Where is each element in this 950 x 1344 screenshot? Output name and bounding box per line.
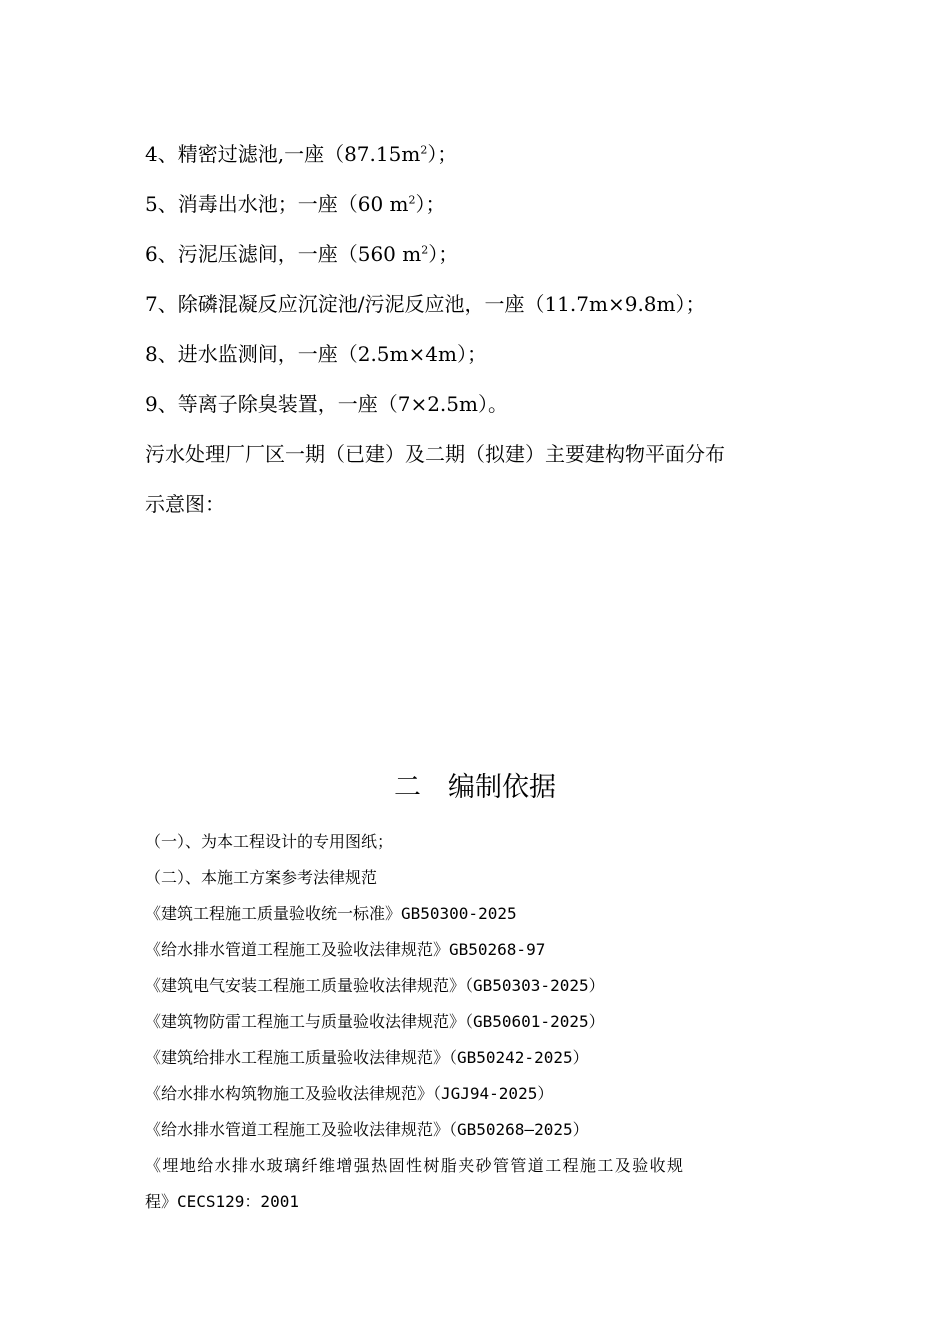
basis-line: 《建筑物防雷工程施工与质量验收法律规范》（GB50601-2025）	[145, 1012, 605, 1031]
item-4-suffix: ）；	[427, 142, 458, 166]
basis-line: 《给水排水管道工程施工及验收法律规范》（GB50268—2025）	[145, 1120, 589, 1139]
section-title: 二 编制依据	[394, 772, 556, 803]
item-6	[145, 238, 458, 267]
basis-line: 《建筑电气安装工程施工质量验收法律规范》（GB50303-2025）	[145, 976, 605, 995]
item-9-text: 9、等离子除臭装置，一座（7×2.5m）。	[145, 392, 508, 416]
item-5-text: 5、消毒出水池；一座（60 m	[145, 192, 409, 216]
item-9	[145, 388, 508, 417]
basis-line: 《建筑给排水工程施工质量验收法律规范》（GB50242-2025）	[145, 1048, 589, 1067]
basis-line: （一）、为本工程设计的专用图纸；	[145, 832, 394, 851]
item-6-text: 6、污泥压滤间，一座（560 m	[145, 242, 422, 266]
item-7-text: 7、除磷混凝反应沉淀池/污泥反应池，一座（11.7m×9.8m）；	[145, 292, 706, 316]
item-5	[145, 188, 446, 217]
superscript: 2	[420, 143, 428, 157]
superscript: 2	[421, 243, 429, 257]
item-4	[145, 138, 457, 167]
basis-line: （二）、本施工方案参考法律规范	[145, 868, 378, 887]
intro-line-1: 污水处理厂厂区一期（已建）及二期（拟建）主要建构物平面分布	[145, 442, 725, 466]
basis-line: 程》CECS129：2001	[145, 1192, 299, 1211]
item-4-text: 4、精密过滤池,一座（87.15m	[145, 142, 421, 166]
superscript: 2	[408, 193, 416, 207]
basis-line: 《建筑工程施工质量验收统一标准》GB50300-2025	[145, 904, 517, 923]
basis-line: 《埋地给水排水玻璃纤维增强热固性树脂夹砂管管道工程施工及验收规	[145, 1156, 685, 1175]
basis-line: 《给水排水管道工程施工及验收法律规范》GB50268-97	[145, 940, 546, 959]
item-8	[145, 338, 487, 367]
item-8-text: 8、进水监测间，一座（2.5m×4m）；	[145, 342, 487, 366]
item-5-suffix: ）；	[415, 192, 446, 216]
item-7	[145, 288, 706, 317]
basis-line: 《给水排水构筑物施工及验收法律规范》（JGJ94-2025）	[145, 1084, 554, 1103]
intro-line-2: 示意图：	[145, 492, 225, 516]
item-6-suffix: ）；	[428, 242, 459, 266]
